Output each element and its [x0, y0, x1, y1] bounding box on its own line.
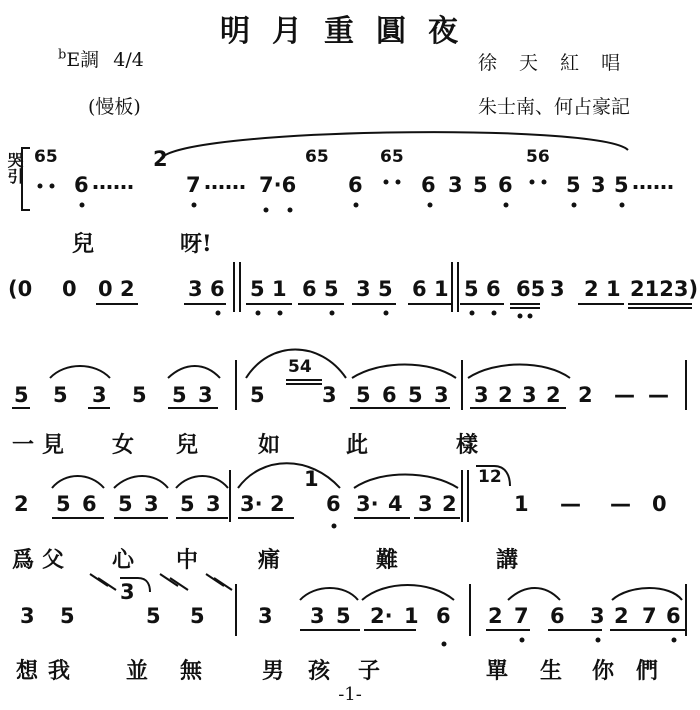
note: 5 [60, 604, 75, 628]
note: 5 [324, 277, 339, 301]
dots: …… [92, 170, 134, 194]
note: 3 [591, 173, 606, 197]
note: 5 [132, 383, 147, 407]
note: 6 [550, 604, 565, 628]
note: 2 [270, 492, 285, 516]
note: 3 [258, 604, 273, 628]
note: 4 [388, 492, 403, 516]
lyric: 一 [12, 432, 35, 458]
lyric: 我 [48, 658, 71, 684]
note: 3 [120, 580, 135, 604]
note: 3 [418, 492, 433, 516]
note: 0 [98, 277, 113, 301]
note: 5 [180, 492, 195, 516]
note: 5 [146, 604, 161, 628]
lyric: 單 [486, 658, 509, 684]
note: 5 [190, 604, 205, 628]
dash: — [610, 492, 631, 516]
note: 1 [434, 277, 449, 301]
note: 56 [526, 147, 550, 167]
dash: — [560, 492, 581, 516]
note: 5 [14, 383, 29, 407]
note: 65 [516, 277, 546, 301]
note: 3· [356, 492, 379, 516]
lyric: 你 [592, 658, 615, 684]
note: 3 [448, 173, 463, 197]
lyric: 無 [180, 658, 203, 684]
note: 6 [436, 604, 451, 628]
lyric: 兒 [176, 432, 199, 458]
note: 3 [20, 604, 35, 628]
note: 2· [370, 604, 393, 628]
note: 6 [382, 383, 397, 407]
note: 6 [82, 492, 97, 516]
note: 0 [62, 277, 77, 301]
phrase-slur [160, 132, 628, 160]
lyric: 孩 [308, 658, 331, 684]
note: 6 [666, 604, 681, 628]
lyric: 生 [540, 658, 563, 684]
note: 2 [546, 383, 561, 407]
note: 6 [421, 173, 436, 197]
note: 6 [498, 173, 513, 197]
lyric: 樣 [456, 432, 479, 458]
note: 2123) [630, 277, 699, 301]
note: 5 [56, 492, 71, 516]
note: 6 [412, 277, 427, 301]
lyric: 女 [112, 432, 135, 458]
note: 5 [118, 492, 133, 516]
note: 1 [304, 467, 319, 491]
note: 0 [652, 492, 667, 516]
note: 3 [474, 383, 489, 407]
note: 2 [578, 383, 593, 407]
note: 5 [53, 383, 68, 407]
note: 3 [206, 492, 221, 516]
note: 65 [34, 147, 58, 167]
page-number: -1- [338, 684, 362, 705]
note: 3 [590, 604, 605, 628]
lyric: 兒 [72, 231, 95, 257]
recorder-credit: 朱士南、何占豪記 [478, 96, 631, 118]
lyric: 心 [112, 547, 135, 573]
note: 3 [550, 277, 565, 301]
lyric: 如 [258, 432, 281, 458]
note: 3 [434, 383, 449, 407]
note: 6 [302, 277, 317, 301]
note: 5 [473, 173, 488, 197]
time-signature: 4/4 [113, 49, 144, 71]
note: 2 [442, 492, 457, 516]
lyric: 痛 [258, 547, 281, 573]
intro-bracket [22, 148, 30, 210]
note: 54 [288, 357, 312, 377]
note: 5 [250, 277, 265, 301]
flat-sign: b [58, 47, 67, 63]
note: 3 [144, 492, 159, 516]
note: 2 [584, 277, 599, 301]
note: 6 [486, 277, 501, 301]
note: 2 [614, 604, 629, 628]
dots: …… [632, 170, 674, 194]
note: 2 [488, 604, 503, 628]
note: 7 [186, 173, 201, 197]
note: 6 [74, 173, 89, 197]
lyric: 中 [176, 547, 199, 573]
note: 1 [404, 604, 419, 628]
key-name: E調 [66, 49, 100, 71]
note: 1 [272, 277, 287, 301]
note: 2 [153, 147, 168, 171]
note: 3· [240, 492, 263, 516]
note: 3 [522, 383, 537, 407]
lyric: 講 [496, 547, 519, 573]
note: 5 [378, 277, 393, 301]
lyric: 子 [358, 658, 381, 684]
note: 5 [566, 173, 581, 197]
singer-credit: 徐 天 紅 唱 [478, 52, 629, 74]
lyric: 父 [42, 547, 65, 573]
note: 3 [198, 383, 213, 407]
note: 65 [380, 147, 404, 167]
note: 65 [305, 147, 329, 167]
note: 5 [408, 383, 423, 407]
note: 6 [348, 173, 363, 197]
tempo-marking: (慢板) [88, 96, 141, 118]
note: 12 [478, 467, 502, 487]
octave-dots [38, 180, 677, 647]
note: 2 [14, 492, 29, 516]
intro-label: 哭引 [5, 152, 24, 184]
note: 1 [606, 277, 621, 301]
lyric: 見 [42, 432, 65, 458]
lyric: 男 [262, 658, 285, 684]
note: 3 [322, 383, 337, 407]
note: 3 [92, 383, 107, 407]
lyric: 並 [126, 658, 149, 684]
song-title: 明月重圓夜 [220, 14, 480, 49]
note: 5 [172, 383, 187, 407]
lyric: 此 [346, 432, 369, 458]
note: 7 [642, 604, 657, 628]
note: (0 [8, 277, 33, 301]
lyric: 爲 [12, 547, 35, 573]
note: 2 [120, 277, 135, 301]
note: 7·6 [259, 173, 297, 197]
lyric: 想 [16, 658, 39, 684]
note: 3 [356, 277, 371, 301]
note: 5 [250, 383, 265, 407]
dash: — [648, 383, 669, 407]
note: 6 [326, 492, 341, 516]
note: 7 [514, 604, 529, 628]
dots: …… [204, 170, 246, 194]
note: 5 [614, 173, 629, 197]
lyric: 呀! [180, 231, 212, 257]
note: 3 [310, 604, 325, 628]
note: 2 [498, 383, 513, 407]
note: 5 [464, 277, 479, 301]
lyric: 們 [636, 658, 659, 684]
lyric: 難 [376, 547, 399, 573]
note: 5 [356, 383, 371, 407]
note: 1 [514, 492, 529, 516]
dash: — [614, 383, 635, 407]
note: 3 [188, 277, 203, 301]
note: 5 [336, 604, 351, 628]
note: 6 [210, 277, 225, 301]
